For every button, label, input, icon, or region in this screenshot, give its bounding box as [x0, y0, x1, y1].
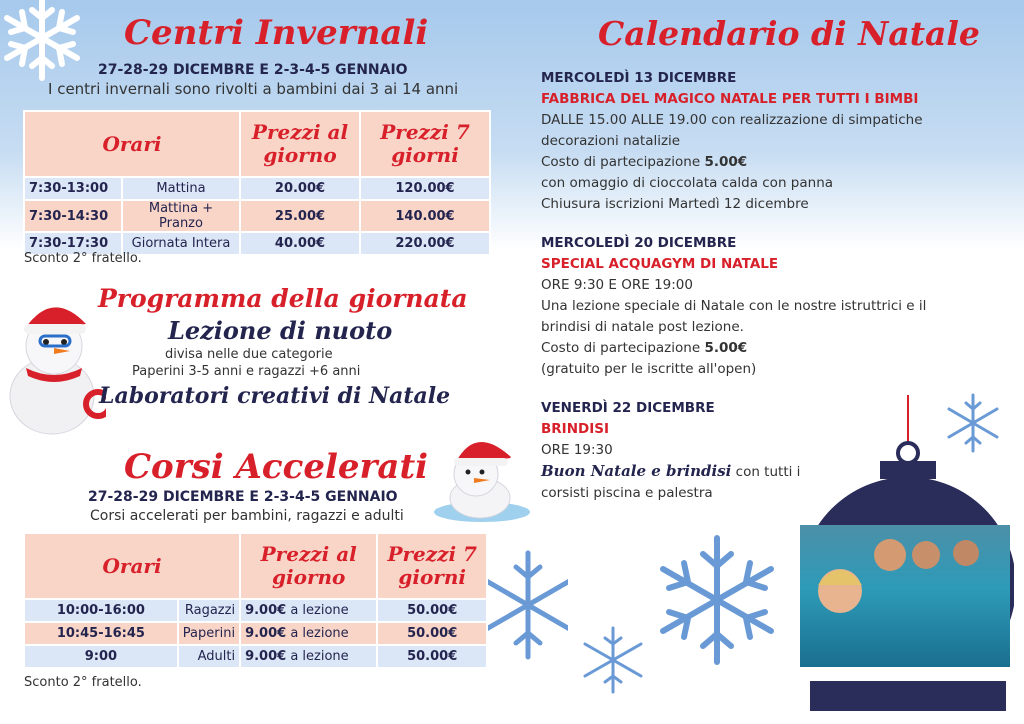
- table-row: 7:30-14:30 Mattina + Pranzo 25.00€ 140.00€: [24, 200, 490, 232]
- table-row: 10:00-16:00 Ragazzi 9.00€ a lezione 50.00€: [24, 599, 487, 622]
- snowman-icon: [426, 428, 534, 528]
- snowman-icon: [2, 288, 106, 438]
- winter-centers-description: I centri invernali sono rivolti a bambini dai 3 ai 14 anni: [48, 80, 459, 98]
- courses-discount: Sconto 2° fratello.: [24, 675, 142, 690]
- header-price-day: Prezzi al giorno: [240, 533, 377, 599]
- courses-table: [23, 532, 488, 669]
- event-1: MERCOLEDÌ 13 DICEMBRE FABBRICA DEL MAGICO NATALE PER TUTTI I BIMBI DALLE 15.00 ALLE 19.00 con realizzazione di simpatiche decorazioni natalizie Costo di partecipazione 5.00€ con omaggio di cioccolata calda con panna Chiusura iscrizioni Martedì 12 dicembre: [541, 70, 923, 212]
- courses-dates: 27-28-29 DICEMBRE E 2-3-4-5 GENNAIO: [88, 489, 398, 505]
- header-hours: Orari: [24, 533, 240, 599]
- header-price-day: Prezzi al giorno: [240, 111, 360, 177]
- program-line2: Paperini 3-5 anni e ragazzi +6 anni: [132, 364, 361, 379]
- winter-centers-table: [23, 110, 491, 256]
- calendar-title: Calendario di Natale: [598, 14, 980, 53]
- courses-description: Corsi accelerati per bambini, ragazzi e adulti: [90, 508, 404, 524]
- courses-title: Corsi Accelerati: [124, 447, 429, 487]
- winter-centers-dates: 27-28-29 DICEMBRE E 2-3-4-5 GENNAIO: [98, 62, 408, 78]
- header-hours: Orari: [24, 111, 240, 177]
- snowflake-icon: [578, 620, 648, 700]
- winter-centers-discount: Sconto 2° fratello.: [24, 251, 142, 266]
- program-line1: divisa nelle due categorie: [165, 347, 333, 362]
- snowflake-icon: [652, 520, 782, 680]
- table-row: 9:00 Adulti 9.00€ a lezione 50.00€: [24, 645, 487, 668]
- table-row: 7:30-17:30 Giornata Intera 40.00€ 220.00€: [24, 232, 490, 255]
- header-price-week: Prezzi 7 giorni: [377, 533, 487, 599]
- program-labs: Laboratori creativi di Natale: [99, 383, 451, 409]
- snowflake-icon: [488, 545, 568, 665]
- program-lesson: Lezione di nuoto: [168, 316, 393, 345]
- winter-centers-title: Centri Invernali: [124, 13, 429, 53]
- table-row: 7:30-13:00 Mattina 20.00€ 120.00€: [24, 177, 490, 200]
- table-row: 10:45-16:45 Paperini 9.00€ a lezione 50.00€: [24, 622, 487, 645]
- ornament-icon: [790, 395, 1014, 715]
- program-title: Programma della giornata: [98, 284, 468, 313]
- event-3: VENERDÌ 22 DICEMBRE BRINDISI ORE 19:30 Buon Natale e brindisi con tutti i corsisti piscina e palestra: [541, 400, 801, 501]
- event-2: MERCOLEDÌ 20 DICEMBRE SPECIAL ACQUAGYM DI NATALE ORE 9:30 E ORE 19:00 Una lezione speciale di Natale con le nostre istruttrici e il brindisi di natale post lezione. Costo di partecipazione 5.00€ (gratuito per le iscritte all'open): [541, 235, 927, 377]
- header-price-week: Prezzi 7 giorni: [360, 111, 490, 177]
